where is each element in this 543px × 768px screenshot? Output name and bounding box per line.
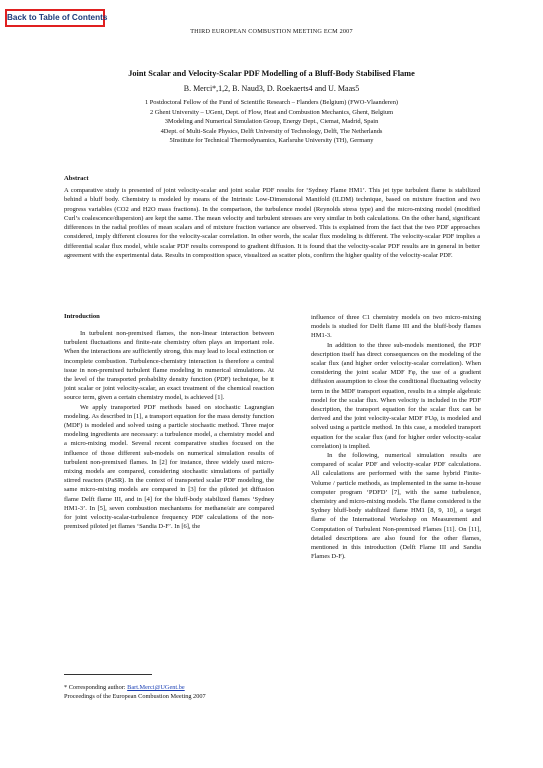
footnote — [64, 683, 206, 701]
back-to-toc-button[interactable]: Back to Table of Contents — [5, 9, 105, 27]
abstract-body — [64, 186, 480, 260]
affiliation-4: 4Dept. of Multi-Scale Physics, Delft University of Technology, Delft, The Netherlands — [160, 127, 383, 135]
author-list: B. Merci*,1,2, B. Naud3, D. Roekaerts4 and U. Maas5 — [183, 84, 360, 93]
affiliation-2: 2 Ghent University – UGent, Dept. of Flow, Heat and Combustion Mechanics, Ghent, Belgium — [149, 108, 394, 116]
affiliation-1: 1 Postdoctoral Fellow of the Fund of Scientific Research – Flanders (Belgium) (FWO-Vlaanderen) — [144, 99, 399, 106]
intro-paragraph: In addition to the three sub-models mentioned, the PDF description itself has direct consequences on the modeling of the scalar flux (and higher order velocity-scalar correlation). When considering the joint scalar MDF Fφ, the use of a gradient diffusion assumption to close the conditional fluctuating velocity term in the MDF transport equation, results in a simple algebraic model for the scalar flux. When velocity is included in the PDF description, the transport equation for the scalar flux can be derived and the joint velocity-scalar MDF FUφ, is modeled and solved using a particle method. In this case, a modeled transport equation for the scalar flux (and for higher order velocity-scalar correlation) is implied. — [311, 341, 481, 450]
intro-paragraph: In turbulent non-premixed flames, the non-linear interaction between turbulent fluctuations and finite-rate chemistry often plays an important role. When the interactions are sufficiently strong, this may lead to local extinction or incomplete combustion. Turbulence-chemistry interaction is therefore a central issue in non-premixed turbulent flame modeling in numerical simulations. At the level of the transported probability density function (PDF) technique, be it joint scalar or joint velocity-scalar, an exact treatment of the chemical reaction source term, given a certain chemistry model, is achieved [1]. — [64, 330, 274, 402]
proceedings-line: Proceedings of the European Combustion Meeting 2007 — [64, 693, 206, 701]
right-column — [311, 313, 481, 561]
abstract-heading: Abstract — [64, 175, 89, 182]
abstract-text: A comparative study is presented of joint velocity-scalar and joint scalar PDF results for ‘Sydney Flame HM1’. This jet type turbulent flame is stabilized behind a bluff body. Chemistry is modeled by means of the Intrinsic Low-Dimensional Manifold (ILDM) technique, based on mixture fraction and two progress variables (CO2 and H2O mass fractions). In the comparison, the turbulence model (Reynolds stress type) and the micro-mixing model (modified Curl’s coalescence/dispersion) are kept the same. The mean velocity and turbulent stresses are very similar in both calculations. On the other hand, significant differences in the radial profiles of mean scalars and of mixture fraction variance are observed. This is explained from the fact that the two PDF approaches considered, imply different closures for the velocity-scalar correlation. In other words, the scalar flux modeling is different. The velocity-scalar PDF implies a differential scalar flux model, while scalar PDF results correspond to gradient diffusion. It is found that the velocity-scalar PDF results are in general in better agreement with the experimental data. Results in composition space, visualized as scatter plots, confirm the higher quality of the velocity-scalar PDF. — [64, 187, 480, 260]
intro-paragraph: We apply transported PDF methods based on stochastic Lagrangian modeling. As described in [1], a transport equation for the mass density function (MDF) is modeled and solved using a particle stochastic method. Three major modeling ingredients are necessary: a turbulence model, a chemistry model and a micro-mixing model. Several recent comparative studies focused on the influence of those different sub-models on numerical simulation results of turbulent non-premixed flames. In [2] for instance, three widely used micro-mixing models are compared, considering stochastic simulations of partially stirred reactors (PaSR). In the context of transported scalar PDF modeling, the same micro-mixing models are compared in [3] for the piloted jet diffusion flame Delft flame III, and in [4] for the bluff-body stabilized flames ‘Sydney HM1-3’. In [5], seven combustion mechanisms for methane/air are compared for joint velocity-scalar-turbulence frequency PDF calculations of the non-premixed piloted jet flames ‘Sandia D-F’. In [6], the — [64, 403, 274, 531]
paper-title: Joint Scalar and Velocity-Scalar PDF Modelling of a Bluff-Body Stabilised Flame — [128, 69, 415, 78]
affiliation-5: 5Institute for Technical Thermodynamics, Karlsruhe University (TH), Germany — [169, 137, 374, 145]
intro-paragraph: influence of three C1 chemistry models on two micro-mixing models is studied for Delft flame III and the bluff-body flames HM1-3. — [311, 314, 481, 340]
running-head: THIRD EUROPEAN COMBUSTION MEETING ECM 2007 — [190, 28, 353, 35]
author-email-link[interactable]: Bart.Merci@UGent.be — [127, 684, 185, 691]
footnote-divider — [64, 674, 152, 675]
affiliation-3: 3Modeling and Numerical Simulation Group, Energy Dept., Ciemat, Madrid, Spain — [164, 118, 379, 126]
corresponding-label: * Corresponding author: — [64, 684, 128, 691]
corresponding-author — [64, 683, 206, 692]
intro-paragraph: In the following, numerical simulation results are compared of scalar PDF and velocity-scalar PDF calculations. All calculations are performed with the same hybrid Finite-Volume / particle methods, as implemented in the same in-house computer program ‘PDFD’ [7], with the same turbulence, chemistry and micro-mixing models. The flame considered is the Sydney bluff-body stabilized flame HM1 [8, 9, 10], a target flame of the International Workshop on Measurement and Computation of Turbulent Non-premixed Flames [11]. On [11], detailed descriptions are also found for the other flames, mentioned in this introduction (Delft Flame III and Sandia Flames D-F). — [311, 452, 481, 561]
body-columns — [0, 314, 543, 659]
introduction-heading: Introduction — [64, 313, 100, 320]
left-column — [64, 329, 274, 531]
affiliations — [60, 98, 483, 146]
